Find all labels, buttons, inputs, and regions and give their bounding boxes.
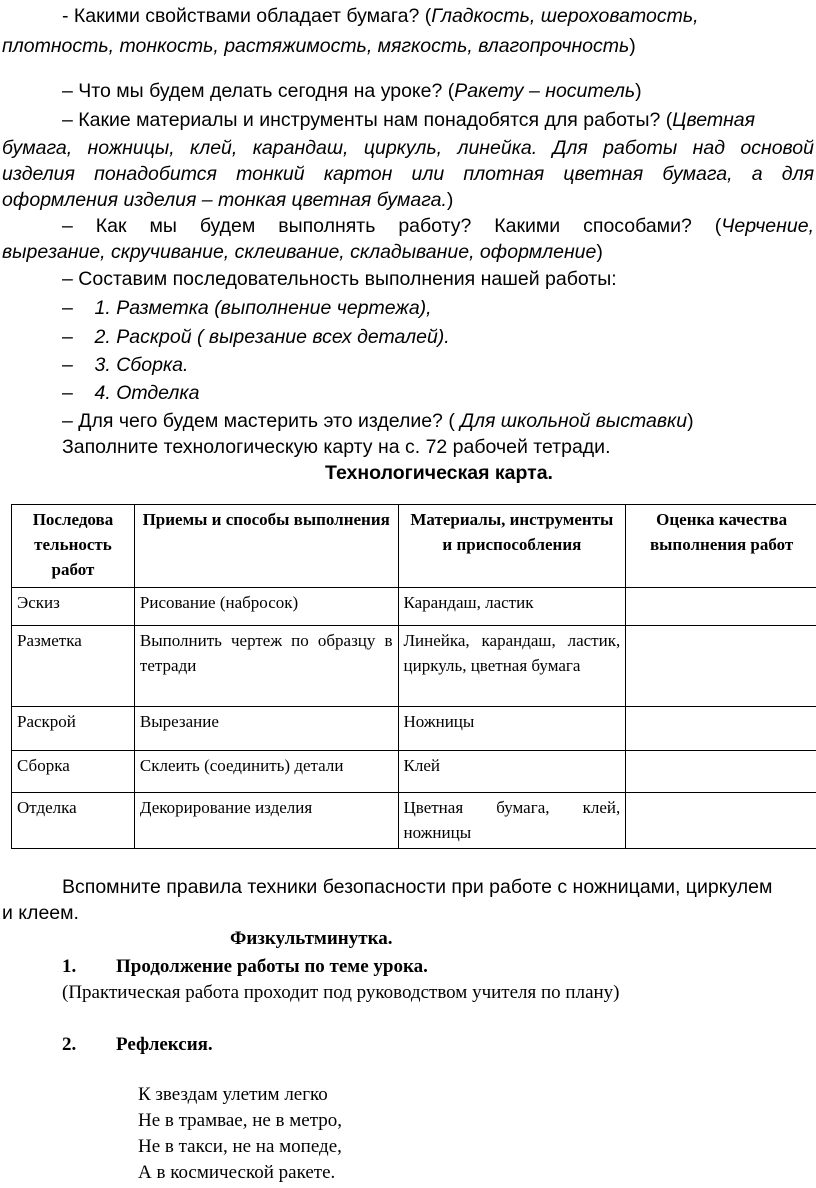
paragraph-paper-properties-line2: плотность, тонкость, растяжимость, мягкость, влагопрочность) xyxy=(2,35,636,57)
poem-line: Не в такси, не на мопеде, xyxy=(138,1136,342,1157)
table-cell xyxy=(626,588,816,626)
table-cell: Клей xyxy=(398,751,626,793)
table-cell: Декорирование изделия xyxy=(134,793,398,849)
table-cell: Выполнить чертеж по образцу в тетради xyxy=(134,626,398,707)
poem-line: Не в трамвае, не в метро, xyxy=(138,1110,343,1131)
paragraph-practical: (Практическая работа проходит под руководством учителя по плану) xyxy=(62,982,620,1003)
fizkultminutka-heading: Физкультминутка. xyxy=(230,928,393,949)
table-cell: Ножницы xyxy=(398,707,626,751)
table-cell: Цветная бумага, клей, ножницы xyxy=(398,793,626,849)
question-text: – Как мы будем выполнять работу? Какими способами? ( xyxy=(62,215,722,237)
section-item-2: 2. Рефлексия. xyxy=(62,1034,213,1055)
table-cell: Линейка, карандаш, ластик, циркуль, цветная бумага xyxy=(398,626,626,707)
table-cell: Отделка xyxy=(12,793,135,849)
table-cell: Раскрой xyxy=(12,707,135,751)
table-cell: Рисование (набросок) xyxy=(134,588,398,626)
table-cell: Склеить (соединить) детали xyxy=(134,751,398,793)
table-row xyxy=(12,626,816,707)
paragraph-methods xyxy=(62,215,814,237)
list-item: – 3. Сборка. xyxy=(62,354,189,376)
paragraph-safety-line2: и клеем. xyxy=(2,902,79,924)
paragraph-paper-properties xyxy=(62,5,699,27)
poem-line: А в космической ракете. xyxy=(138,1162,336,1183)
paragraph-materials xyxy=(62,109,755,131)
list-item: – 2. Раскрой ( вырезание всех деталей). xyxy=(62,326,450,348)
answer-text: Ракету – носитель xyxy=(454,80,636,102)
answer-text: Черчение, xyxy=(721,215,814,237)
paragraph-materials-line4: оформления изделия – тонкая цветная бумага.) xyxy=(2,189,454,211)
table-header-row xyxy=(12,505,816,588)
table-row xyxy=(12,707,816,751)
technology-card-table xyxy=(11,504,816,849)
table-cell: Эскиз xyxy=(12,588,135,626)
question-text: – Какие материалы и инструменты нам понадобятся для работы? ( xyxy=(62,109,673,131)
table-cell: Карандаш, ластик xyxy=(398,588,626,626)
table-cell xyxy=(626,707,816,751)
header-cell: Оценка качества выполнения работ xyxy=(626,505,816,588)
answer-text: Для школьной выставки xyxy=(460,410,688,432)
paragraph-methods-line2: вырезание, скручивание, склеивание, складывание, оформление) xyxy=(2,241,603,263)
paragraph-safety: Вспомните правила техники безопасности при работе с ножницами, циркулем xyxy=(62,876,773,898)
list-item: – 1. Разметка (выполнение чертежа), xyxy=(62,297,432,319)
answer-text: плотность, тонкость, растяжимость, мягкость, влагопрочность xyxy=(2,35,630,57)
paragraph-sequence: – Составим последовательность выполнения нашей работы: xyxy=(62,268,617,290)
question-text: - Какими свойствами обладает бумага? ( xyxy=(62,5,432,27)
header-cell: Приемы и способы выполнения xyxy=(134,505,398,588)
table-cell: Вырезание xyxy=(134,707,398,751)
table-row xyxy=(12,588,816,626)
table-row xyxy=(12,793,816,849)
table-cell: Сборка xyxy=(12,751,135,793)
paragraph-materials-line2: бумага, ножницы, клей, карандаш, циркуль, линейка. Для работы над основой xyxy=(2,137,814,159)
list-item: – 4. Отделка xyxy=(62,382,200,404)
header-cell: Последова тельность работ xyxy=(12,505,135,588)
table-row xyxy=(12,751,816,793)
paragraph-lesson-goal: – Что мы будем делать сегодня на уроке? (Ракету – носитель) xyxy=(62,80,642,102)
question-text: – Что мы будем делать сегодня на уроке? ( xyxy=(62,80,455,102)
paragraph-materials-line3: изделия понадобится тонкий картон или плотная цветная бумага, а для xyxy=(2,163,814,185)
answer-text: Гладкость, шероховатость, xyxy=(431,5,699,27)
answer-text: Цветная xyxy=(672,109,756,131)
card-title: Технологическая карта. xyxy=(325,462,553,484)
paragraph-fill-card: Заполните технологическую карту на с. 72 рабочей тетради. xyxy=(62,436,611,458)
table-cell xyxy=(626,626,816,707)
section-item-1: 1. Продолжение работы по теме урока. xyxy=(62,956,428,977)
table-cell xyxy=(626,751,816,793)
paragraph-purpose: – Для чего будем мастерить это изделие? ( Для школьной выставки) xyxy=(62,410,694,432)
header-cell: Материалы, инструменты и приспособления xyxy=(398,505,626,588)
question-text: – Для чего будем мастерить это изделие? ( xyxy=(62,410,461,432)
table-cell xyxy=(626,793,816,849)
poem-line: К звездам улетим легко xyxy=(138,1084,328,1105)
table-cell: Разметка xyxy=(12,626,135,707)
